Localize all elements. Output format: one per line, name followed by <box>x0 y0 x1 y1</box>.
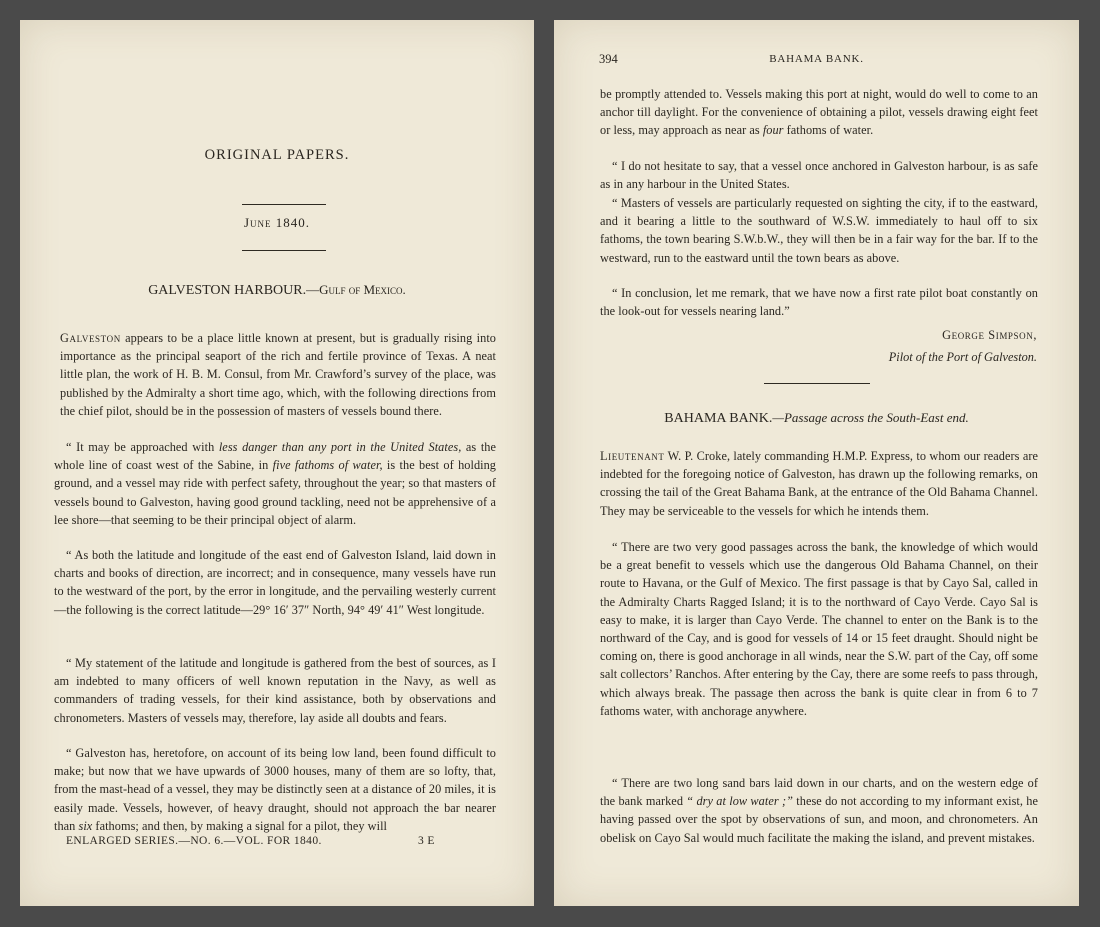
article-title-sub: —Gulf of Mexico. <box>306 282 406 297</box>
paragraph-text: appears to be a place little known at present, but is gradually rising into importance as the principal seaport of the rich and fertile province of Texas. A neat little plan, the work of H. B. M. Consul, from Mr. Crawford’s survey of the place, was published by the Admiralty a short time ago, which, with the following directions from the chief pilot, should be in the possession of masters of vessels bound there. <box>60 331 496 418</box>
paragraph-text: “ As both the latitude and longitude of the east end of Galveston Island, laid down in charts and books of direction, are incorrect; and in consequence, many vessels have run to the westward of the port, by the error in longitude, and the pervailing westerly current—the following is the correct latitude—29° 16′ 37″ North, 94° 49′ 41″ West longitude. <box>54 548 496 617</box>
paragraph-text: “ It may be approached with <box>66 440 219 454</box>
article-title-main: BAHAMA BANK. <box>664 411 773 426</box>
paragraph <box>600 157 1038 193</box>
paragraph <box>600 447 1038 520</box>
paragraph-text: “ There are two very good passages across the bank, the knowledge of which would be a great benefit to vessels which use the dangerous Old Bahama Channel, on their route to Havana, or the Gulf of Mexico. The first passage is that by Cayo Sal, called in the Admiralty Charts Ragged Island; it is to the northward of Cayo Verde. Cayo Sal is easy to make, it is larger than Cayo Verde. The channel to enter on the Bank is to the northward of the Cay, and is good for vessels of 14 or 15 feet draught. Should night be coming on, there is good anchorage in all winds, near the S.W. part of the Cay, off some salt collectors’ Ranchos. After entering by the Cay, there are some reefs to pass through, which always break. The passage then across the bank is quite clear in from 6 to 7 fathoms water, with anchorage anywhere. <box>600 540 1038 718</box>
left-page <box>20 20 534 906</box>
signature-name: George Simpson, <box>942 328 1037 342</box>
paragraph <box>600 194 1038 267</box>
paragraph-text: fathoms of water. <box>783 123 874 138</box>
running-head: BAHAMA BANK. <box>769 53 864 65</box>
paragraph-text: as the whole line of coast west of the Sabine, in <box>54 440 496 473</box>
article-title-main: GALVESTON HARBOUR. <box>148 283 307 298</box>
paragraph <box>600 538 1038 720</box>
paragraph-text: “ I do not hesitate to say, that a vessel once anchored in Galveston harbour, is as safe as in any harbour in the United States. <box>600 159 1038 192</box>
paragraph <box>54 744 496 835</box>
paragraph-text: W. P. Croke, lately commanding H.M.P. Express, to whom our readers are indebted for the foregoing notice of Galveston, has drawn up the following remarks, on crossing the tail of the Great Bahama Bank, at the entrance of the Old Bahama Channel. They may be serviceable to the vessels for which he intends them. <box>600 449 1038 518</box>
paragraph-italic: five fathoms of water, <box>272 458 383 473</box>
divider-rule <box>764 383 870 384</box>
paragraph-text: “ Masters of vessels are particularly requested on sighting the city, if to the eastward, and it bearing a little to the southward of W.S.W. immediately to haul off to six fathoms, the town bearing S.W.b.W., they will then be in a fair way for the bar. If to the westward, run to the eastward until the town bears as above. <box>600 196 1038 265</box>
paragraph-text: these do not according to my informant exist, he having passed over the spot by observations of sun, and moon, and chronometers. An obelisk on Cayo Sal would much facilitate the making the island, and prevent mistakes. <box>600 794 1038 845</box>
divider-rule <box>242 204 326 205</box>
paragraph-text: “ In conclusion, let me remark, that we have now a first rate pilot boat constantly on the look-out for vessels nearing land.” <box>600 286 1038 319</box>
article-title-bahama <box>554 410 1079 427</box>
right-page <box>554 20 1079 906</box>
paragraph-italic: six <box>78 818 93 833</box>
paragraph <box>600 284 1038 320</box>
footer-series: ENLARGED SERIES.—NO. 6.—VOL. FOR 1840. <box>66 835 322 847</box>
paragraph-text: be promptly attended to. Vessels making this port at night, would do well to come to an anchor till daylight. For the convenience of obtaining a pilot, vessels drawing eight feet or less, may approach as near as <box>600 87 1038 138</box>
lead-word: Lieutenant <box>600 449 665 463</box>
paragraph <box>54 654 496 727</box>
paragraph <box>60 329 496 420</box>
paragraph <box>600 774 1038 847</box>
paragraph <box>54 546 496 619</box>
paragraph-text: “ My statement of the latitude and longitude is gathered from the best of sources, as I am indebted to many officers of well known reputation in the Navy, as well as commanders of trading vessels, for their kind assistance, both by observations and chronometers. Masters of vessels may, therefore, lay aside all doubts and fears. <box>54 656 496 725</box>
section-header: ORIGINAL PAPERS. <box>204 147 350 163</box>
paragraph-text: “ There are two long sand bars laid down in our charts, and on the western edge of the bank marked <box>600 776 1038 809</box>
paragraph-text: “ Galveston has, heretofore, on account of its being low land, been found difficult to make; but now that we have upwards of 3000 houses, many of them are so lofty, that, from the mast-head of a vessel, they may be distinctly seen at a distance of 20 miles, it is easily made. Vessels, however, of heavy draught, should not approach the bar nearer than <box>54 746 496 833</box>
paragraph-text: fathoms; and then, by making a signal for a pilot, they will <box>92 818 388 833</box>
footer-signature-mark: 3 E <box>418 835 435 847</box>
continued-paragraph <box>600 85 1038 140</box>
paragraph <box>54 438 496 529</box>
article-title-galveston <box>20 282 534 299</box>
paragraph-italic: less danger than any port in the United States, <box>218 440 462 454</box>
paragraph-italic: four <box>762 123 784 138</box>
paragraph-text: is the best of holding ground, and a vessel may ride with perfect safety, throughout the year; so that masters of vessels bound to Galveston, having good ground tackling, need not be apprehensive of a lee shore—that seeming to be their principal object of alarm. <box>54 458 497 527</box>
divider-rule <box>242 250 326 251</box>
page-number: 394 <box>599 52 618 66</box>
date-line: June 1840. <box>243 215 311 230</box>
lead-word: Galveston <box>60 331 121 345</box>
article-title-sub: —Passage across the South-East end. <box>772 410 969 425</box>
paragraph-italic: “ dry at low water ;” <box>686 794 794 809</box>
signature-title: Pilot of the Port of Galveston. <box>888 350 1037 364</box>
